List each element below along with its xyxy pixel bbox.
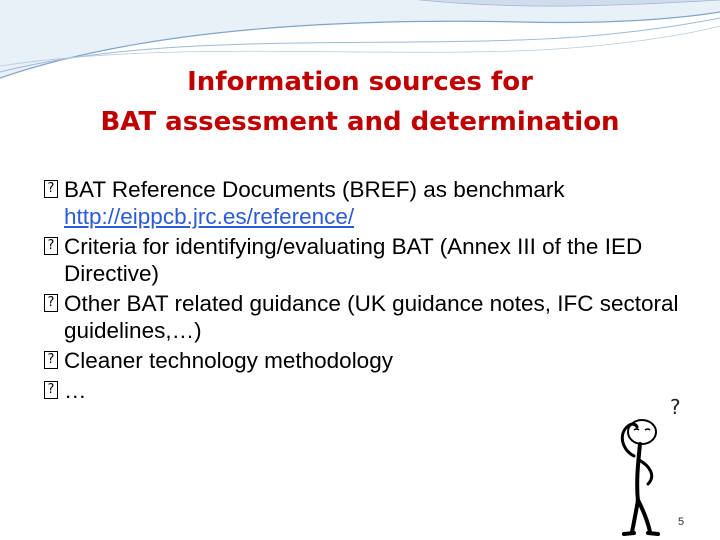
list-item	[44, 233, 684, 287]
page-number: 5	[678, 516, 685, 528]
list-item	[44, 347, 684, 374]
bullet-box-icon: ?	[44, 351, 58, 369]
list-item	[44, 176, 684, 230]
bullet-text: Cleaner technology methodology	[64, 348, 393, 373]
bullet-list	[44, 176, 684, 407]
bref-link[interactable]: http://eippcb.jrc.es/reference/	[64, 204, 355, 229]
list-item	[44, 377, 684, 404]
title-line-1: Information sources for	[187, 67, 533, 97]
list-item	[44, 290, 684, 344]
bullet-text: …	[64, 378, 87, 403]
bullet-box-icon: ?	[44, 180, 58, 198]
question-mark-glyph: ?	[670, 395, 681, 419]
slide-title	[0, 62, 720, 142]
title-line-2: BAT assessment and determination	[100, 107, 620, 137]
bullet-text: Criteria for identifying/evaluating BAT (Annex III of the IED Directive)	[64, 234, 643, 286]
bullet-text: Other BAT related guidance (UK guidance notes, IFC sectoral guidelines,…)	[64, 291, 679, 343]
bullet-box-icon: ?	[44, 237, 58, 255]
bullet-box-icon: ?	[44, 294, 58, 312]
thinking-stick-figure-icon	[604, 392, 700, 540]
bullet-box-icon: ?	[44, 381, 58, 399]
bullet-text: BAT Reference Documents (BREF) as benchmark	[64, 177, 565, 202]
